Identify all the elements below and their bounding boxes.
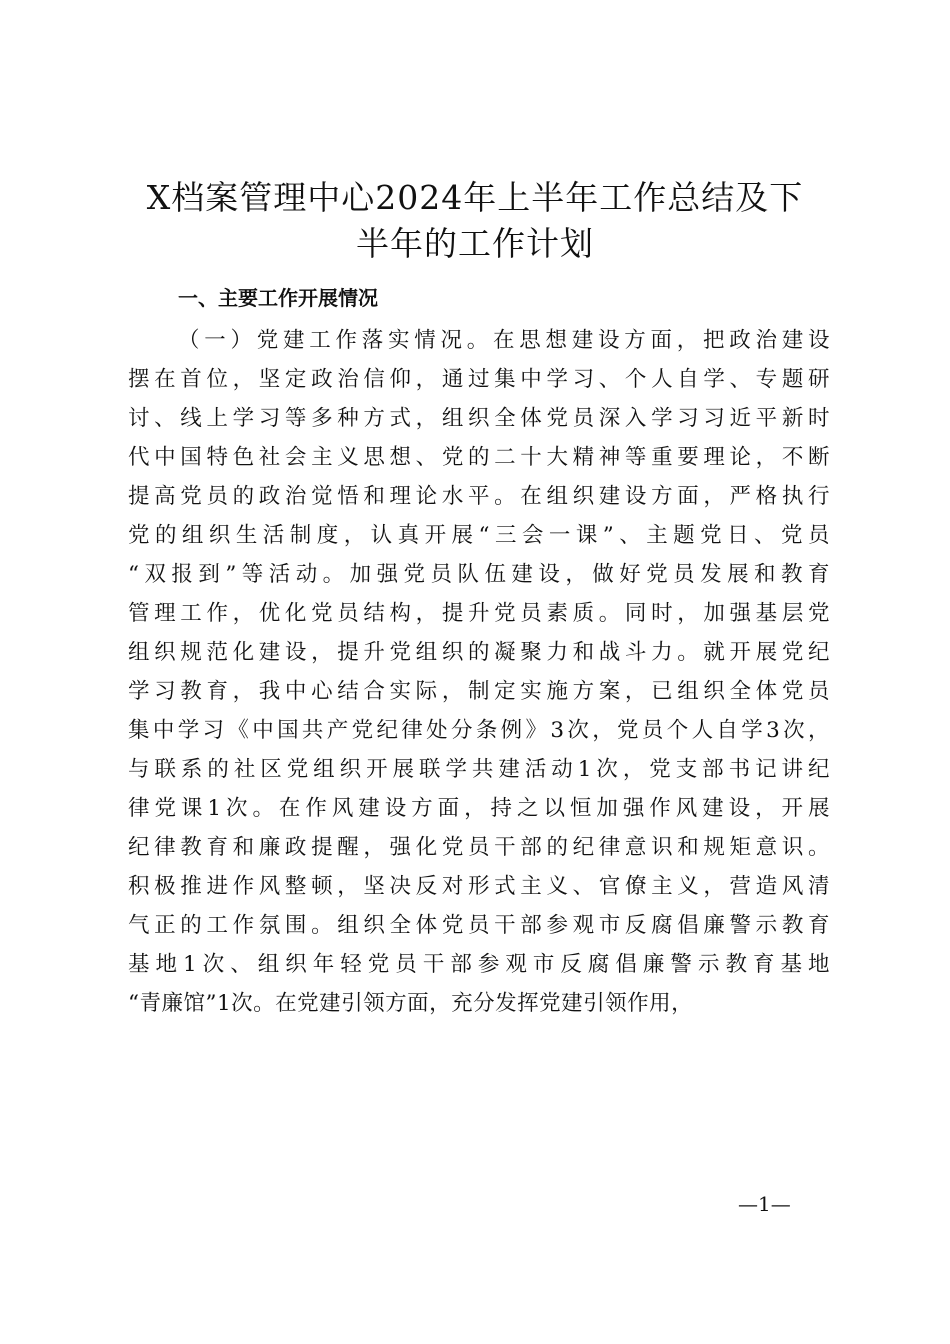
body-line: 管理工作，优化党员结构，提升党员素质。同时，加强基层党 bbox=[128, 601, 830, 626]
body-line: 党的组织生活制度，认真开展“三会一课”、主题党日、党员 bbox=[128, 523, 830, 548]
body-line: 基地1次、组织年轻党员干部参观市反腐倡廉警示教育基地 bbox=[128, 952, 830, 977]
body-line: 组织规范化建设，提升党组织的凝聚力和战斗力。就开展党纪 bbox=[128, 640, 830, 665]
body-line: 代中国特色社会主义思想、党的二十大精神等重要理论，不断 bbox=[128, 445, 830, 470]
page-number: —1— bbox=[738, 1192, 791, 1216]
body-line: “青廉馆”1次。在党建引领方面，充分发挥党建引领作用， bbox=[128, 991, 694, 1016]
section-heading: 一、主要工作开展情况 bbox=[178, 286, 378, 310]
body-line: 学习教育，我中心结合实际，制定实施方案，已组织全体党员 bbox=[128, 679, 830, 704]
title-line-2: 半年的工作计划 bbox=[356, 224, 594, 263]
document-title bbox=[120, 175, 830, 267]
body-line: 积极推进作风整顿，坚决反对形式主义、官僚主义，营造风清 bbox=[128, 874, 830, 899]
body-line: 气正的工作氛围。组织全体党员干部参观市反腐倡廉警示教育 bbox=[128, 913, 830, 938]
body-paragraph bbox=[128, 321, 830, 1023]
body-line: 与联系的社区党组织开展联学共建活动1次，党支部书记讲纪 bbox=[128, 757, 830, 782]
body-line: 集中学习《中国共产党纪律处分条例》3次，党员个人自学3次， bbox=[128, 718, 830, 743]
body-line: 提高党员的政治觉悟和理论水平。在组织建设方面，严格执行 bbox=[128, 484, 830, 509]
title-line-1: X档案管理中心2024年上半年工作总结及下 bbox=[146, 178, 804, 217]
body-line: 讨、线上学习等多种方式，组织全体党员深入学习习近平新时 bbox=[128, 406, 830, 431]
body-line: 纪律教育和廉政提醒，强化党员干部的纪律意识和规矩意识。 bbox=[128, 835, 830, 860]
body-line: 律党课1次。在作风建设方面，持之以恒加强作风建设，开展 bbox=[128, 796, 830, 821]
body-line: （一）党建工作落实情况。在思想建设方面，把政治建设 bbox=[178, 328, 830, 353]
body-line: “双报到”等活动。加强党员队伍建设，做好党员发展和教育 bbox=[128, 562, 830, 587]
body-line: 摆在首位，坚定政治信仰，通过集中学习、个人自学、专题研 bbox=[128, 367, 830, 392]
